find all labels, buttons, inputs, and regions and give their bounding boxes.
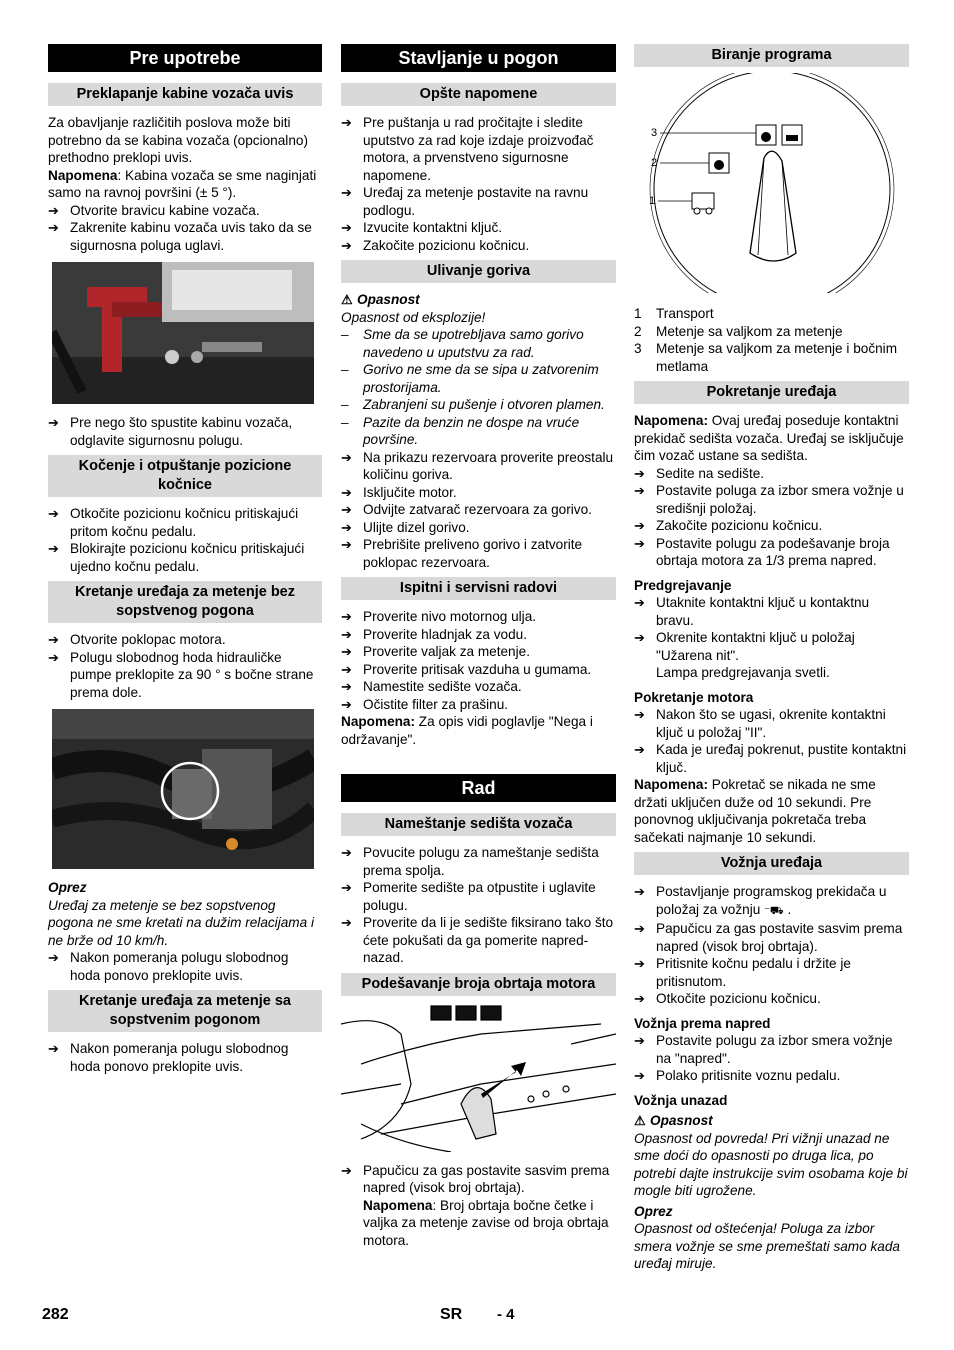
arrow-icon: ➔ bbox=[341, 661, 352, 677]
list-item: ➔ Očistite filter za prašinu. bbox=[341, 696, 509, 712]
photo-hydraulic-pump bbox=[52, 709, 314, 869]
subsection-title: Kretanje uređaja za metenje bez sopstvenog pogona bbox=[48, 581, 322, 623]
list-item: ➔ Otvorite bravicu kabine vozača. bbox=[48, 202, 260, 218]
arrow-icon: ➔ bbox=[634, 1033, 645, 1048]
arrow-icon: ➔ bbox=[634, 1068, 645, 1083]
subsection-title: Pokretanje uređaja bbox=[634, 381, 909, 404]
list-item: ➔ Nakon što se ugasi, okrenite kontaktni ključ u položaj "II". bbox=[634, 707, 886, 740]
list-item: ➔ Otkočite pozicionu kočnicu pritiskajući pritom kočnu pedalu. bbox=[48, 506, 299, 539]
paragraph: Za obavljanje različitih poslova može biti potrebno da se kabina vozača (opcionalno) prethodno preklopi uvis. bbox=[48, 115, 308, 165]
list-item: ➔ Isključite motor. bbox=[341, 484, 457, 500]
subsection-title: Podešavanje broja obrtaja motora bbox=[341, 973, 616, 996]
caution-label: Oprez bbox=[48, 880, 87, 895]
drawing-throttle-lever bbox=[341, 1004, 616, 1152]
subsection-title: Opšte napomene bbox=[341, 83, 616, 106]
section-title-pre-upotrebe: Pre upotrebe bbox=[48, 44, 322, 72]
legend-item: 1 Transport bbox=[634, 306, 714, 321]
arrow-icon: ➔ bbox=[634, 991, 645, 1006]
arrow-icon: ➔ bbox=[634, 595, 645, 610]
subheading: Vožnja unazad bbox=[634, 1092, 728, 1108]
list-item: ➔ Okrenite kontaktni ključ u položaj "Užarena nit". bbox=[634, 630, 855, 663]
subsection-title: Kretanje uređaja za metenje sa sopstvenim pogonom bbox=[48, 990, 322, 1032]
section-title-rad: Rad bbox=[341, 774, 616, 802]
arrow-icon: ➔ bbox=[48, 220, 59, 235]
list-item: ➔ Zakočite pozicionu kočnicu. bbox=[341, 237, 530, 253]
dial-label-3: 3 bbox=[651, 127, 658, 139]
arrow-icon: ➔ bbox=[341, 1162, 352, 1178]
list-item: ➔ Utaknite kontaktni ključ u kontaktnu bravu. bbox=[634, 595, 870, 628]
list-item: ➔ Papučicu za gas postavite sasvim prema napred (visok broj obrtaja). bbox=[634, 921, 903, 954]
arrow-icon: ➔ bbox=[341, 115, 352, 130]
caution-text: Uređaj za metenje se bez sopstvenog pogona ne sme kretati na dužim relacijama i ne brže od 10 km/h. bbox=[48, 897, 314, 948]
section-page-number: - 4 bbox=[497, 1306, 515, 1323]
warning-triangle-icon: ⚠ bbox=[341, 292, 353, 307]
list-item: ➔ Namestite sedište vozača. bbox=[341, 679, 522, 694]
subheading: Pokretanje motora bbox=[634, 689, 754, 705]
arrow-icon: ➔ bbox=[341, 644, 352, 659]
danger-label: ⚠ Opasnost bbox=[341, 292, 420, 307]
arrow-icon: ➔ bbox=[341, 845, 352, 860]
arrow-icon: ➔ bbox=[634, 465, 645, 481]
arrow-icon: ➔ bbox=[48, 506, 59, 521]
list-item: ➔ Zakrenite kabinu vozača uvis tako da se sigurnosna poluga uglavi. bbox=[48, 220, 312, 253]
caution-label: Oprez bbox=[634, 1203, 673, 1219]
legend-item: 3 Metenje sa valjkom za metenje i bočnim metlama bbox=[634, 341, 898, 374]
list-item: ➔ Zakočite pozicionu kočnicu. bbox=[634, 518, 823, 533]
list-item: ➔ Pre nego što spustite kabinu vozača, odglavite sigurnosnu polugu. bbox=[48, 415, 293, 448]
danger-label: ⚠ Opasnost bbox=[634, 1113, 713, 1128]
list-item: ➔ Blokirajte pozicionu kočnicu pritiskajući ujedno kočnu pedalu. bbox=[48, 541, 305, 574]
note: Napomena: Pokretač se nikada ne sme držati uključen duže od 10 sekundi. Pre ponovnog uključivanja pokretača treba sačekati najmanje 10 sekundi. bbox=[634, 777, 876, 845]
arrow-icon: ➔ bbox=[634, 921, 645, 936]
program-dial-diagram bbox=[634, 73, 909, 293]
language-code: SR bbox=[440, 1306, 463, 1323]
page-number: 282 bbox=[42, 1306, 69, 1323]
list-item: ➔ Kada je uređaj pokrenut, pustite kontaktni ključ. bbox=[634, 742, 907, 775]
danger-text: Opasnost od eksplozije! bbox=[341, 309, 486, 325]
arrow-icon: ➔ bbox=[48, 415, 59, 430]
list-item: ➔ Na prikazu rezervoara proverite preostalu količinu goriva. bbox=[341, 449, 614, 482]
list-item: ➔ Postavite polugu za izbor smera vožnje na "napred". bbox=[634, 1033, 893, 1066]
arrow-icon: ➔ bbox=[634, 535, 645, 551]
list-item: ➔ Prebrišite preliveno gorivo i zatvorite poklopac rezervoara. bbox=[341, 537, 583, 570]
arrow-icon: ➔ bbox=[634, 518, 645, 533]
arrow-icon: ➔ bbox=[341, 915, 352, 930]
list-item: ➔ Proverite hladnjak za vodu. bbox=[341, 626, 527, 642]
list-item: ➔ Nakon pomeranja polugu slobodnog hoda ponovo preklopite uvis. bbox=[48, 1041, 289, 1074]
danger-text: Opasnost od povreda! Pri vižnji unazad ne sme doći do opasnosti po druga lica, po potrebi dajte instrukcije svim osobama koje bi mogle biti ugrožene. bbox=[634, 1130, 908, 1198]
list-item: ➔ Proverite pritisak vazduha u gumama. bbox=[341, 661, 592, 677]
transport-mode-icon: ⁻⛟ bbox=[764, 904, 784, 917]
photo-cabin-lock bbox=[52, 262, 314, 404]
arrow-icon: ➔ bbox=[634, 483, 645, 498]
list-item: ➔ Proverite valjak za metenje. bbox=[341, 644, 530, 659]
note: Napomena: Kabina vozača se sme naginjati samo na ravnoj površini (± 5 °). bbox=[48, 167, 317, 200]
list-item: ➔ Uređaj za metenje postavite na ravnu podlogu. bbox=[341, 185, 589, 218]
arrow-icon: ➔ bbox=[341, 484, 352, 500]
arrow-icon: ➔ bbox=[634, 956, 645, 971]
paragraph: Lampa predgrejavanja svetli. bbox=[656, 665, 830, 680]
subsection-title: Nameštanje sedišta vozača bbox=[341, 813, 616, 836]
arrow-icon: ➔ bbox=[48, 541, 59, 556]
list-item: ➔ Izvucite kontaktni ključ. bbox=[341, 220, 503, 235]
note: Napomena: Broj obrtaja bočne četke i valjka za metenje zavise od broja obrtaja motora. bbox=[363, 1197, 609, 1248]
note: Napomena: Za opis vidi poglavlje "Nega i održavanje". bbox=[341, 714, 593, 747]
column-2 bbox=[341, 44, 616, 1249]
arrow-icon: ➔ bbox=[341, 537, 352, 552]
list-item: ➔ Otkočite pozicionu kočnicu. bbox=[634, 991, 821, 1006]
list-item: ➔ Sedite na sedište. bbox=[634, 465, 765, 481]
list-item: ➔ Papučicu za gas postavite sasvim prema napred (visok broj obrtaja). bbox=[341, 1162, 610, 1195]
list-item: ➔ Otvorite poklopac motora. bbox=[48, 632, 226, 647]
dial-label-2: 2 bbox=[651, 157, 658, 169]
subsection-title: Ispitni i servisni radovi bbox=[341, 577, 616, 600]
arrow-icon: ➔ bbox=[48, 632, 59, 647]
subsection-title: Biranje programa bbox=[634, 44, 909, 67]
list-item: – Pazite da benzin ne dospe na vruće površine. bbox=[341, 414, 580, 447]
dial-label-1: 1 bbox=[649, 195, 656, 207]
arrow-icon: ➔ bbox=[341, 519, 352, 535]
subsection-title: Kočenje i otpuštanje pozicione kočnice bbox=[48, 455, 322, 497]
sweep-roller-icon bbox=[709, 153, 729, 173]
transport-icon bbox=[692, 193, 714, 214]
list-item: ➔ Polako pritisnite voznu pedalu. bbox=[634, 1068, 841, 1083]
arrow-icon: ➔ bbox=[48, 649, 59, 665]
subsection-title: Ulivanje goriva bbox=[341, 260, 616, 283]
arrow-icon: ➔ bbox=[341, 696, 352, 712]
subsection-title: Vožnja uređaja bbox=[634, 852, 909, 875]
column-1 bbox=[48, 44, 322, 1075]
list-item: ➔ Postavite poluga za izbor smera vožnje u središnji položaj. bbox=[634, 483, 904, 516]
arrow-icon: ➔ bbox=[341, 626, 352, 642]
list-item: ➔ Polugu slobodnog hoda hidrauličke pumpe preklopite za 90 ° s bočne strane prema dole. bbox=[48, 649, 314, 700]
list-item: ➔ Proverite da li je sedište fiksirano tako što ćete pokušati da ga pomerite napred-nazad. bbox=[341, 915, 614, 965]
subsection-title: Preklapanje kabine vozača uvis bbox=[48, 83, 322, 106]
list-item: ➔ Postavite polugu za podešavanje broja obrtaja motora za 1/3 prema napred. bbox=[634, 535, 890, 568]
list-item: ➔ Pritisnite kočnu pedalu i držite je pritisnutom. bbox=[634, 956, 851, 989]
note: Napomena: Ovaj uređaj poseduje kontaktni prekidač sedišta vozača. Uređaj se isključuje čim vozač ustane sa sedišta. bbox=[634, 413, 904, 463]
subheading: Vožnja prema napred bbox=[634, 1015, 771, 1031]
list-item: – Zabranjeni su pušenje i otvoren plamen. bbox=[341, 397, 605, 412]
warning-triangle-icon: ⚠ bbox=[634, 1113, 646, 1128]
list-item: ➔ Pre puštanja u rad pročitajte i sledite uputstvo za rad koje izdaje proizvođač motora, a prvenstveno sigurnosne napomene. bbox=[341, 115, 594, 183]
list-item: – Sme da se upotrebljava samo gorivo navedeno u uputstvu za rad. bbox=[341, 327, 584, 360]
arrow-icon: ➔ bbox=[341, 237, 352, 253]
arrow-icon: ➔ bbox=[48, 950, 59, 965]
list-item: ➔ Povucite polugu za nameštanje sedišta prema spolja. bbox=[341, 845, 599, 878]
list-item: ➔ Odvijte zatvarač rezervoara za gorivo. bbox=[341, 502, 592, 517]
arrow-icon: ➔ bbox=[341, 880, 352, 895]
column-3 bbox=[634, 44, 909, 1273]
arrow-icon: ➔ bbox=[634, 742, 645, 757]
arrow-icon: ➔ bbox=[341, 449, 352, 465]
list-item: ➔ Proverite nivo motornog ulja. bbox=[341, 609, 537, 624]
legend-item: 2 Metenje sa valjkom za metenje bbox=[634, 323, 843, 339]
sweep-roller-side-brush-icon bbox=[756, 125, 802, 145]
arrow-icon: ➔ bbox=[48, 202, 59, 218]
arrow-icon: ➔ bbox=[341, 679, 352, 694]
arrow-icon: ➔ bbox=[634, 884, 645, 899]
arrow-icon: ➔ bbox=[341, 220, 352, 235]
list-item: ➔ Pomerite sedište pa otpustite i uglavite polugu. bbox=[341, 880, 596, 913]
caution-text: Opasnost od oštećenja! Poluga za izbor smera vožnje se sme premeštati samo kada uređaj miruje. bbox=[634, 1221, 900, 1271]
list-item: ➔ Postavljanje programskog prekidača u položaj za vožnju ⁻⛟ . bbox=[634, 883, 909, 920]
section-title-stavljanje: Stavljanje u pogon bbox=[341, 44, 616, 72]
list-item: – Gorivo ne sme da se sipa u zatvorenim prostorijama. bbox=[341, 362, 599, 395]
arrow-icon: ➔ bbox=[634, 630, 645, 645]
list-item: ➔ Nakon pomeranja polugu slobodnog hoda ponovo preklopite uvis. bbox=[48, 950, 289, 983]
arrow-icon: ➔ bbox=[634, 707, 645, 722]
list-item: ➔ Ulijte dizel gorivo. bbox=[341, 519, 470, 535]
arrow-icon: ➔ bbox=[341, 502, 352, 517]
arrow-icon: ➔ bbox=[48, 1041, 59, 1056]
arrow-icon: ➔ bbox=[341, 609, 352, 624]
subheading: Predgrejavanje bbox=[634, 577, 732, 593]
arrow-icon: ➔ bbox=[341, 185, 352, 200]
